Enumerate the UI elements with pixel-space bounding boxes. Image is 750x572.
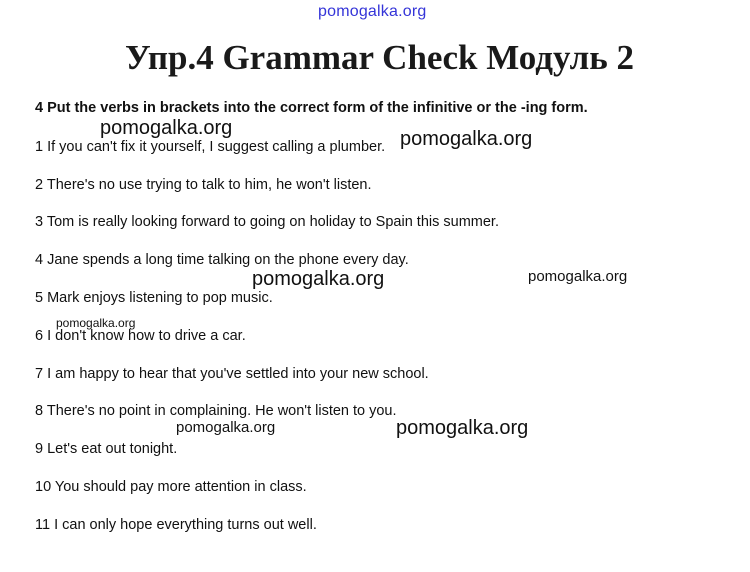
answer-line-4: 4 Jane spends a long time talking on the phone every day. <box>35 252 409 268</box>
answer-line-1: 1 If you can't fix it yourself, I suggest calling a plumber. <box>35 139 386 155</box>
watermark: pomogalka.org <box>396 417 529 439</box>
answer-line-7: 7 I am happy to hear that you've settled into your new school. <box>35 366 429 382</box>
answer-line-2: 2 There's no use trying to talk to him, he won't listen. <box>35 177 372 193</box>
answer-line-6: 6 I don't know how to drive a car. <box>35 328 246 344</box>
watermark: pomogalka.org <box>176 419 276 436</box>
watermark: pomogalka.org <box>100 117 233 139</box>
answer-line-9: 9 Let's eat out tonight. <box>35 441 178 457</box>
page-title: Упр.4 Grammar Check Модуль 2 <box>125 38 634 77</box>
watermark: pomogalka.org <box>252 268 385 290</box>
answer-line-8: 8 There's no point in complaining. He won't listen to you. <box>35 403 397 419</box>
task-instruction: 4 Put the verbs in brackets into the correct form of the infinitive or the -ing form. <box>35 100 588 116</box>
answer-line-11: 11 I can only hope everything turns out well. <box>35 517 317 533</box>
watermark: pomogalka.org <box>56 316 136 330</box>
site-link[interactable]: pomogalka.org <box>318 3 427 20</box>
watermark: pomogalka.org <box>400 128 533 150</box>
watermark: pomogalka.org <box>528 268 628 285</box>
answer-line-10: 10 You should pay more attention in class. <box>35 479 307 495</box>
answer-line-5: 5 Mark enjoys listening to pop music. <box>35 290 273 306</box>
answer-line-3: 3 Tom is really looking forward to going on holiday to Spain this summer. <box>35 214 499 230</box>
